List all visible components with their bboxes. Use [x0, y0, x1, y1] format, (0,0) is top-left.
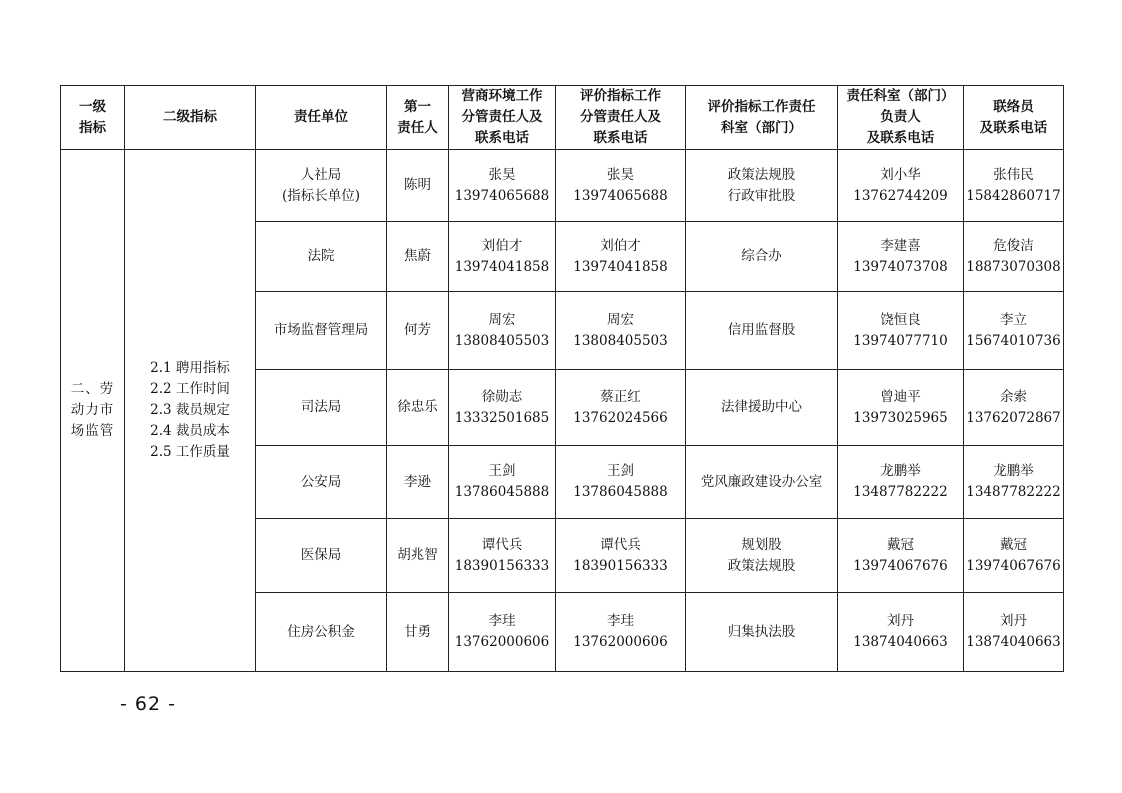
- cell-liaison: 龙鹏举 13487782222: [964, 446, 1064, 519]
- cell-head: 刘丹 13874040663: [838, 593, 964, 672]
- cell-dept: 法律援助中心: [686, 370, 838, 446]
- cell-env: 刘伯才 13974041858: [449, 222, 556, 292]
- cell-eval: 谭代兵 18390156333: [556, 519, 686, 593]
- cell-liaison: 危俊洁 18873070308: [964, 222, 1064, 292]
- cell-head: 龙鹏举 13487782222: [838, 446, 964, 519]
- cell-unit: 人社局 (指标长单位): [256, 150, 387, 222]
- cell-eval: 刘伯才 13974041858: [556, 222, 686, 292]
- cell-head: 曾迪平 13973025965: [838, 370, 964, 446]
- cell-first: 李逊: [387, 446, 449, 519]
- cell-head: 戴冠 13974067676: [838, 519, 964, 593]
- cell-first: 焦蔚: [387, 222, 449, 292]
- page-number: - 62 -: [120, 693, 176, 715]
- cell-first: 甘勇: [387, 593, 449, 672]
- level1-indicator: 二、劳 动力市 场监管: [61, 150, 125, 672]
- cell-head: 刘小华 13762744209: [838, 150, 964, 222]
- cell-env: 谭代兵 18390156333: [449, 519, 556, 593]
- cell-dept: 信用监督股: [686, 292, 838, 370]
- cell-dept: 规划股 政策法规股: [686, 519, 838, 593]
- cell-eval: 张昊 13974065688: [556, 150, 686, 222]
- cell-unit: 市场监督管理局: [256, 292, 387, 370]
- cell-unit: 法院: [256, 222, 387, 292]
- cell-env: 张昊 13974065688: [449, 150, 556, 222]
- cell-dept: 党风廉政建设办公室: [686, 446, 838, 519]
- cell-dept: 综合办: [686, 222, 838, 292]
- header-env-manager: 营商环境工作 分管责任人及 联系电话: [449, 86, 556, 150]
- cell-liaison: 刘丹 13874040663: [964, 593, 1064, 672]
- header-dept-head: 责任科室（部门） 负责人 及联系电话: [838, 86, 964, 150]
- cell-liaison: 戴冠 13974067676: [964, 519, 1064, 593]
- cell-liaison: 余索 13762072867: [964, 370, 1064, 446]
- cell-dept: 归集执法股: [686, 593, 838, 672]
- cell-first: 何芳: [387, 292, 449, 370]
- header-unit: 责任单位: [256, 86, 387, 150]
- cell-first: 徐忠乐: [387, 370, 449, 446]
- responsibility-table: [60, 85, 1064, 672]
- cell-liaison: 张伟民 15842860717: [964, 150, 1064, 222]
- cell-first: 胡兆智: [387, 519, 449, 593]
- cell-unit: 公安局: [256, 446, 387, 519]
- header-eval-manager: 评价指标工作 分管责任人及 联系电话: [556, 86, 686, 150]
- header-first-person: 第一 责任人: [387, 86, 449, 150]
- header-level2: 二级指标: [125, 86, 256, 150]
- table-header-row: [61, 86, 1064, 150]
- cell-head: 饶恒良 13974077710: [838, 292, 964, 370]
- level2-indicators: 2.1 聘用指标 2.2 工作时间 2.3 裁员规定 2.4 裁员成本 2.5 工作质量: [125, 150, 256, 672]
- cell-unit: 住房公积金: [256, 593, 387, 672]
- cell-liaison: 李立 15674010736: [964, 292, 1064, 370]
- cell-unit: 司法局: [256, 370, 387, 446]
- cell-env: 王剑 13786045888: [449, 446, 556, 519]
- cell-eval: 李珪 13762000606: [556, 593, 686, 672]
- cell-dept: 政策法规股 行政审批股: [686, 150, 838, 222]
- cell-first: 陈明: [387, 150, 449, 222]
- header-level1: 一级 指标: [61, 86, 125, 150]
- cell-unit: 医保局: [256, 519, 387, 593]
- header-eval-dept: 评价指标工作责任 科室（部门）: [686, 86, 838, 150]
- cell-eval: 周宏 13808405503: [556, 292, 686, 370]
- cell-env: 徐勋志 13332501685: [449, 370, 556, 446]
- cell-env: 李珪 13762000606: [449, 593, 556, 672]
- cell-eval: 王剑 13786045888: [556, 446, 686, 519]
- cell-head: 李建喜 13974073708: [838, 222, 964, 292]
- cell-env: 周宏 13808405503: [449, 292, 556, 370]
- cell-eval: 蔡正红 13762024566: [556, 370, 686, 446]
- table-row: [61, 150, 1064, 222]
- header-liaison: 联络员 及联系电话: [964, 86, 1064, 150]
